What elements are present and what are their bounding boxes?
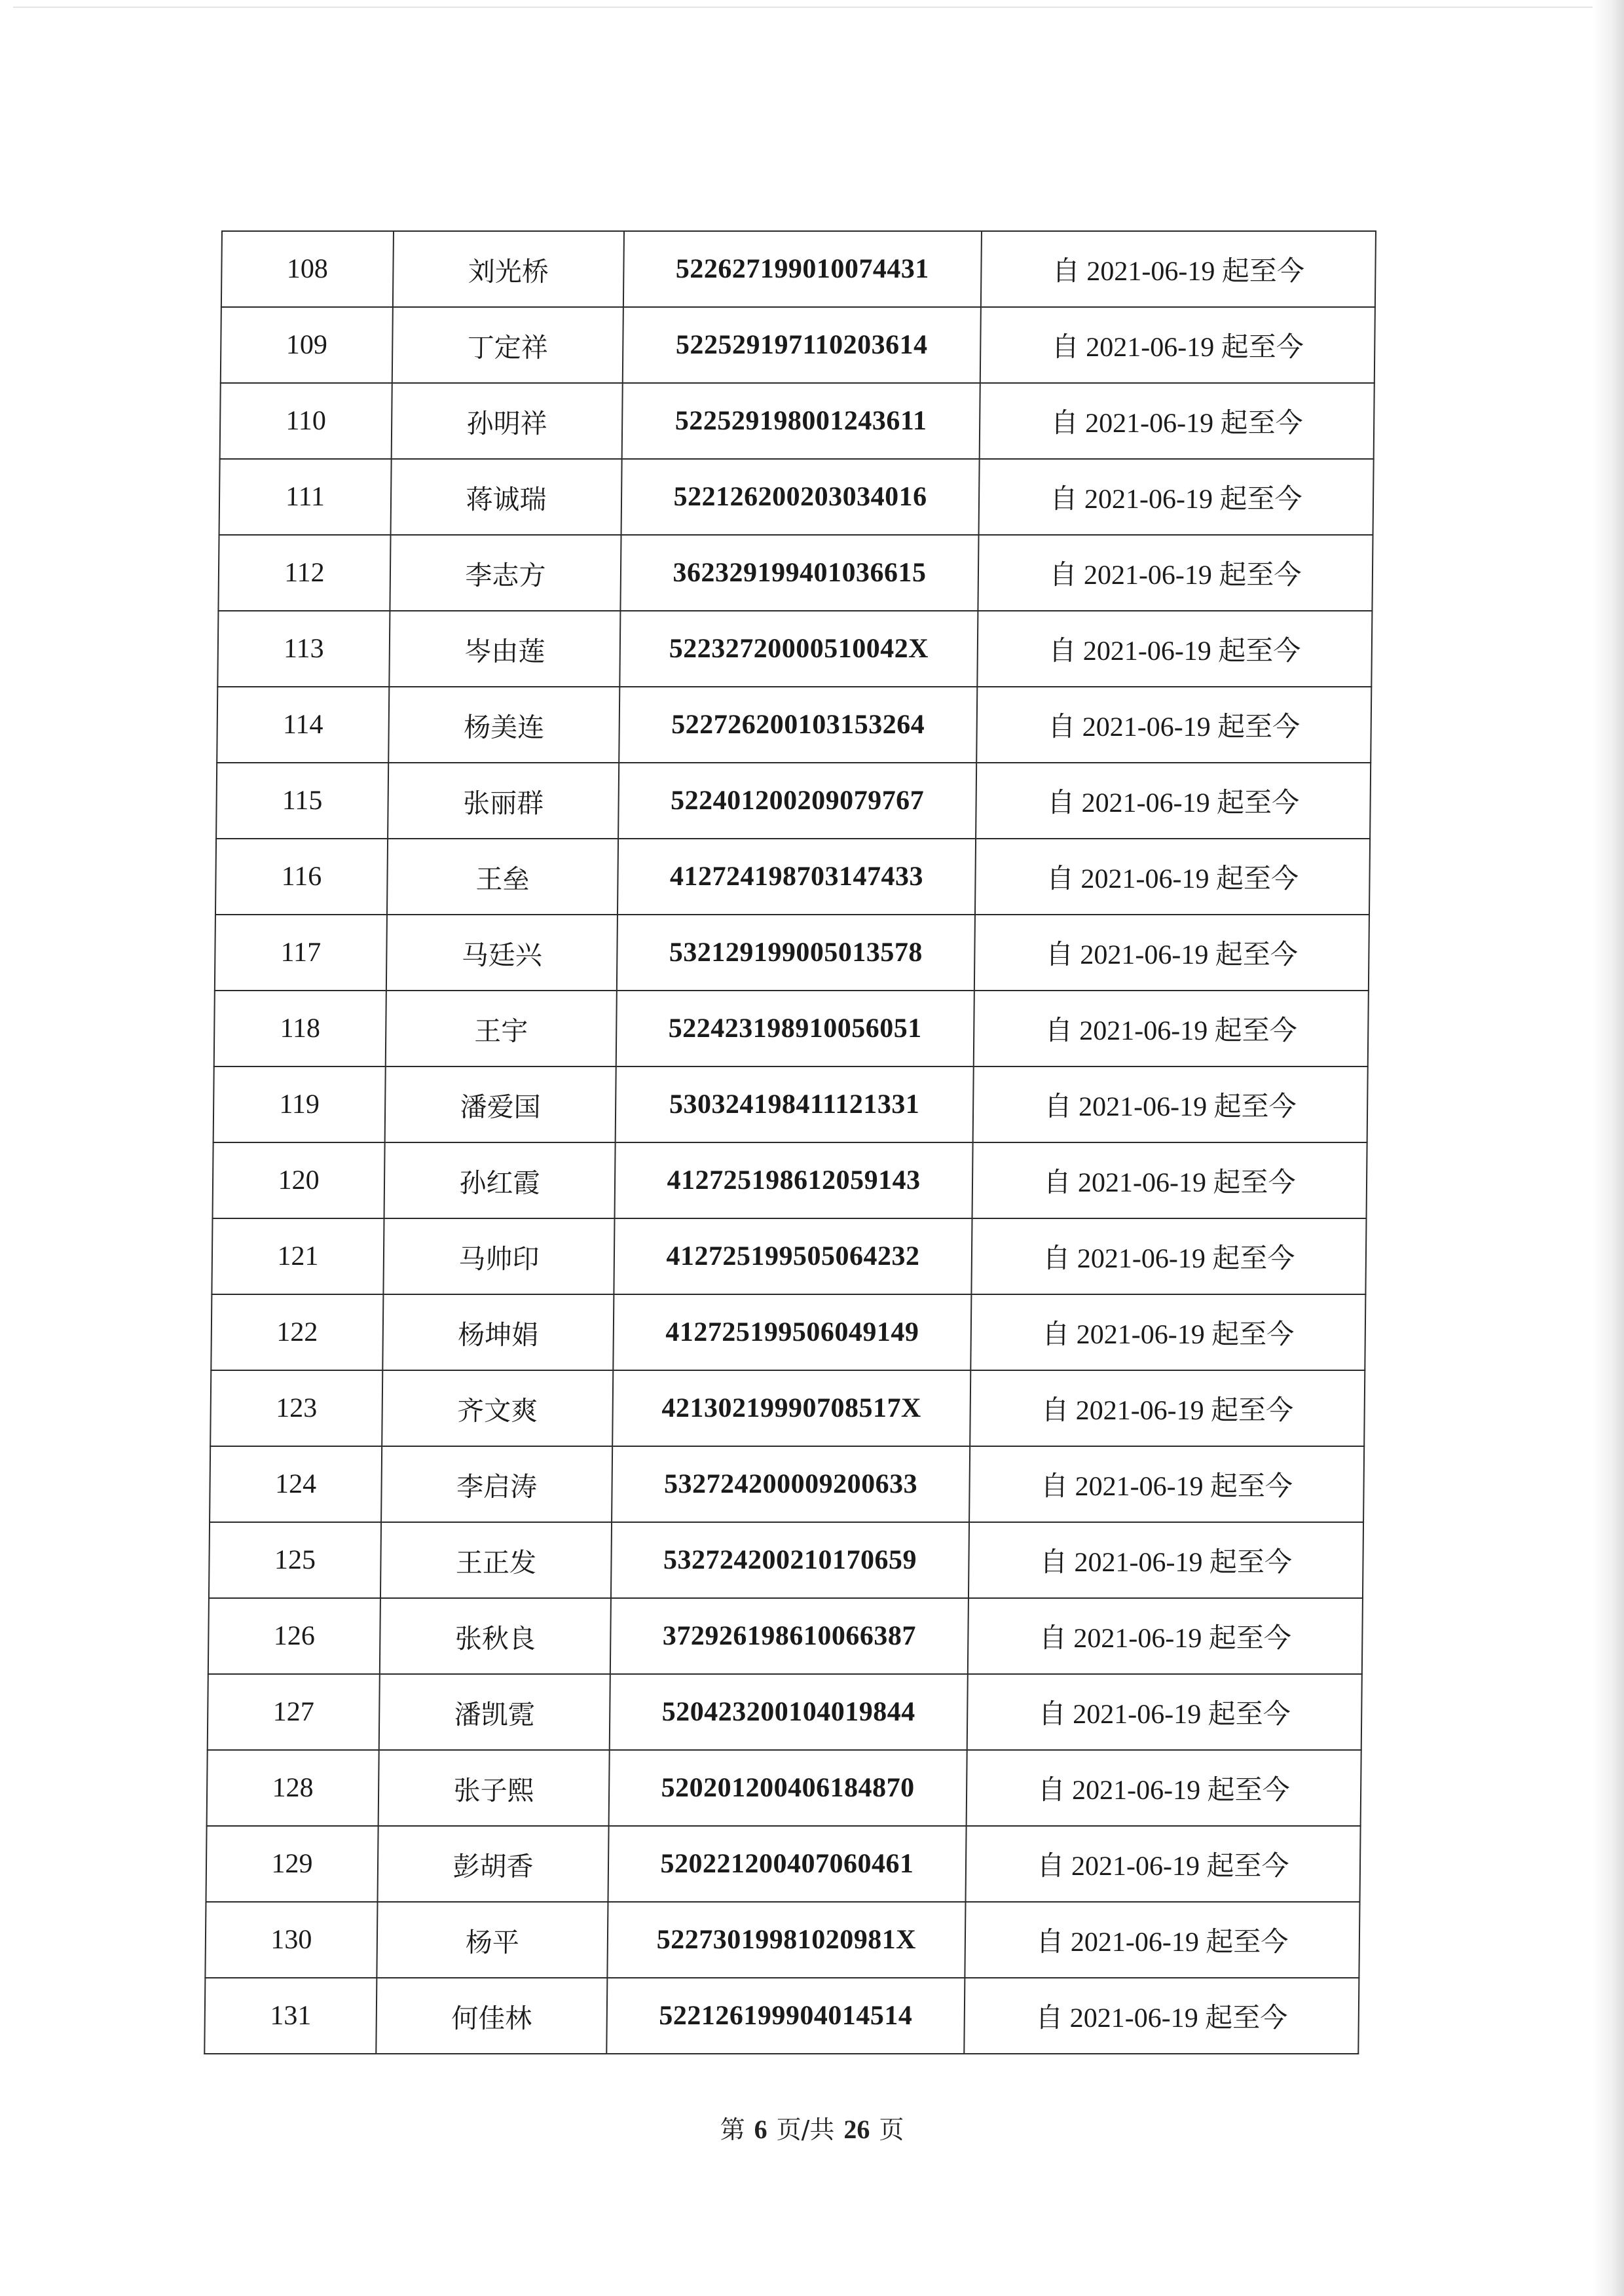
- row-period: 自 2021-06-19 起至今: [979, 459, 1374, 535]
- footer-middle: 页/共: [776, 2115, 835, 2144]
- row-id-number: 52273019981020981X: [607, 1902, 965, 1978]
- row-period: 自 2021-06-19 起至今: [965, 1826, 1360, 1902]
- table-row: [218, 535, 1373, 611]
- footer-suffix: 页: [879, 2115, 904, 2144]
- row-name: 丁定祥: [392, 307, 623, 383]
- row-index: 123: [210, 1370, 382, 1446]
- row-index: 125: [209, 1522, 381, 1598]
- row-name: 蒋诚瑞: [391, 459, 622, 535]
- row-period: 自 2021-06-19 起至今: [972, 1142, 1367, 1218]
- row-index: 119: [213, 1066, 386, 1142]
- row-name: 王正发: [380, 1522, 612, 1598]
- row-name: 孙明祥: [392, 383, 623, 459]
- row-period: 自 2021-06-19 起至今: [976, 687, 1371, 763]
- scan-right-edge-shadow: [1593, 0, 1624, 2296]
- row-period: 自 2021-06-19 起至今: [971, 1218, 1366, 1294]
- row-id-number: 42130219990708517X: [612, 1370, 970, 1446]
- row-id-number: 520201200406184870: [609, 1750, 967, 1826]
- table-row: [210, 1446, 1364, 1522]
- row-name: 潘爱国: [385, 1066, 616, 1142]
- scan-top-edge: [13, 7, 1611, 8]
- row-index: 122: [211, 1294, 383, 1370]
- row-name: 马廷兴: [386, 915, 618, 991]
- row-name: 何佳林: [376, 1978, 607, 2054]
- table-row: [220, 383, 1375, 459]
- row-name: 张子熙: [378, 1750, 610, 1826]
- row-id-number: 532724200210170659: [611, 1522, 969, 1598]
- table-row: [217, 611, 1372, 687]
- row-index: 130: [205, 1902, 377, 1978]
- row-id-number: 52232720000510042X: [619, 611, 978, 687]
- roster-table-body: [204, 231, 1376, 2054]
- row-period: 自 2021-06-19 起至今: [973, 1066, 1368, 1142]
- current-page-number: 6: [754, 2115, 767, 2144]
- table-row: [216, 763, 1371, 839]
- row-period: 自 2021-06-19 起至今: [978, 535, 1373, 611]
- row-index: 109: [221, 307, 393, 383]
- row-name: 王垒: [387, 839, 618, 915]
- row-index: 108: [221, 231, 394, 307]
- row-index: 112: [218, 535, 390, 611]
- row-name: 杨坤娟: [382, 1294, 614, 1370]
- row-period: 自 2021-06-19 起至今: [965, 1902, 1359, 1978]
- row-period: 自 2021-06-19 起至今: [968, 1598, 1363, 1674]
- row-id-number: 412725198612059143: [615, 1142, 973, 1218]
- row-period: 自 2021-06-19 起至今: [967, 1674, 1362, 1750]
- page-footer: [0, 2109, 1624, 2145]
- row-name: 杨美连: [388, 687, 619, 763]
- row-name: 张丽群: [388, 763, 619, 839]
- row-index: 110: [220, 383, 392, 459]
- row-index: 120: [213, 1142, 385, 1218]
- row-id-number: 362329199401036615: [620, 535, 978, 611]
- table-row: [213, 1142, 1367, 1218]
- table-row: [214, 991, 1369, 1066]
- row-id-number: 372926198610066387: [610, 1598, 969, 1674]
- row-name: 李启涛: [381, 1446, 612, 1522]
- row-period: 自 2021-06-19 起至今: [974, 915, 1369, 991]
- row-index: 124: [210, 1446, 382, 1522]
- table-row: [208, 1598, 1363, 1674]
- row-name: 李志方: [390, 535, 621, 611]
- row-index: 127: [208, 1674, 380, 1750]
- row-index: 121: [212, 1218, 384, 1294]
- row-period: 自 2021-06-19 起至今: [970, 1294, 1365, 1370]
- table-row: [217, 687, 1371, 763]
- row-index: 128: [207, 1750, 379, 1826]
- row-period: 自 2021-06-19 起至今: [975, 839, 1370, 915]
- row-id-number: 522126199904014514: [606, 1978, 965, 2054]
- row-index: 113: [217, 611, 390, 687]
- row-period: 自 2021-06-19 起至今: [967, 1750, 1361, 1826]
- table-row: [208, 1674, 1362, 1750]
- row-id-number: 522627199010074431: [623, 231, 982, 307]
- table-row: [215, 915, 1369, 991]
- row-period: 自 2021-06-19 起至今: [981, 231, 1376, 307]
- row-index: 129: [206, 1826, 378, 1902]
- row-period: 自 2021-06-19 起至今: [974, 991, 1369, 1066]
- row-id-number: 530324198411121331: [616, 1066, 974, 1142]
- table-row: [221, 307, 1375, 383]
- row-name: 彭胡香: [377, 1826, 608, 1902]
- row-name: 潘凯霓: [379, 1674, 610, 1750]
- table-row: [219, 459, 1374, 535]
- row-id-number: 412725199506049149: [613, 1294, 971, 1370]
- row-period: 自 2021-06-19 起至今: [969, 1522, 1363, 1598]
- row-name: 马帅印: [383, 1218, 614, 1294]
- table-row: [205, 1902, 1359, 1978]
- row-period: 自 2021-06-19 起至今: [970, 1370, 1365, 1446]
- row-index: 111: [219, 459, 392, 535]
- row-name: 杨平: [377, 1902, 608, 1978]
- row-index: 114: [217, 687, 389, 763]
- row-id-number: 412725199505064232: [614, 1218, 972, 1294]
- row-index: 126: [208, 1598, 380, 1674]
- table-row: [213, 1066, 1368, 1142]
- row-name: 张秋良: [380, 1598, 611, 1674]
- row-name: 孙红霞: [384, 1142, 616, 1218]
- footer-prefix: 第: [720, 2115, 745, 2144]
- row-period: 自 2021-06-19 起至今: [964, 1978, 1359, 2054]
- row-index: 117: [215, 915, 387, 991]
- row-id-number: 532724200009200633: [612, 1446, 970, 1522]
- table-row: [211, 1294, 1365, 1370]
- row-id-number: 522423198910056051: [616, 991, 974, 1066]
- row-id-number: 520221200407060461: [608, 1826, 966, 1902]
- row-period: 自 2021-06-19 起至今: [980, 307, 1375, 383]
- row-index: 118: [214, 991, 386, 1066]
- row-name: 齐文爽: [382, 1370, 613, 1446]
- roster-table: [204, 230, 1376, 2054]
- row-period: 自 2021-06-19 起至今: [977, 611, 1372, 687]
- row-id-number: 522401200209079767: [618, 763, 976, 839]
- table-row: [210, 1370, 1365, 1446]
- table-row: [209, 1522, 1363, 1598]
- row-id-number: 522529197110203614: [623, 307, 981, 383]
- row-period: 自 2021-06-19 起至今: [969, 1446, 1364, 1522]
- row-id-number: 412724198703147433: [618, 839, 976, 915]
- row-id-number: 522726200103153264: [619, 687, 977, 763]
- table-row: [215, 839, 1370, 915]
- row-index: 115: [216, 763, 388, 839]
- row-index: 131: [204, 1978, 377, 2054]
- row-id-number: 522126200203034016: [621, 459, 980, 535]
- row-id-number: 522529198001243611: [622, 383, 980, 459]
- table-row: [204, 1978, 1359, 2054]
- table-row: [212, 1218, 1366, 1294]
- row-id-number: 532129199005013578: [617, 915, 975, 991]
- row-period: 自 2021-06-19 起至今: [976, 763, 1371, 839]
- row-id-number: 520423200104019844: [610, 1674, 968, 1750]
- table-row: [221, 231, 1376, 307]
- row-name: 岑由莲: [389, 611, 620, 687]
- table-row: [207, 1750, 1361, 1826]
- row-name: 王宇: [386, 991, 617, 1066]
- row-name: 刘光桥: [393, 231, 624, 307]
- row-index: 116: [215, 839, 388, 915]
- total-page-number: 26: [843, 2115, 870, 2144]
- row-period: 自 2021-06-19 起至今: [980, 383, 1375, 459]
- table-row: [206, 1826, 1360, 1902]
